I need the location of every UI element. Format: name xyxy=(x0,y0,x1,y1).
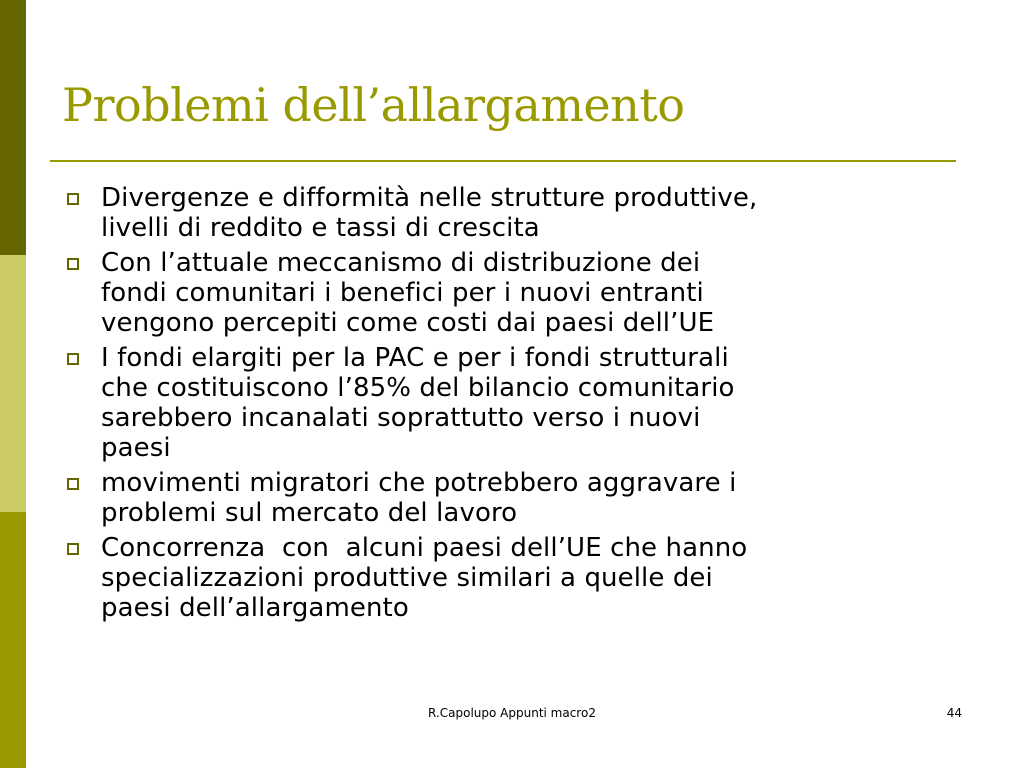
bullet-text: Con l’attuale meccanismo di distribuzione dei fondi comunitari i benefici per i nuovi entranti vengono percepiti come costi dai paesi dell’UE xyxy=(101,248,715,338)
bullet-text: movimenti migratori che potrebbero aggravare i problemi sul mercato del lavoro xyxy=(101,468,737,528)
bullet-text: Concorrenza con alcuni paesi dell’UE che hanno specializzazioni produttive similari a quelle dei paesi dell’allargamento xyxy=(101,533,748,623)
bullet-item xyxy=(64,183,974,243)
square-bullet-icon xyxy=(67,478,79,490)
slide-title: Problemi dell’allargamento xyxy=(62,78,685,132)
square-bullet-icon xyxy=(67,353,79,365)
side-bar-bottom xyxy=(0,512,26,768)
footer-text: R.Capolupo Appunti macro2 xyxy=(428,706,596,720)
side-bar-top xyxy=(0,0,26,255)
bullet-item xyxy=(64,248,974,338)
bullet-item xyxy=(64,343,974,463)
bullet-text: I fondi elargiti per la PAC e per i fondi strutturali che costituiscono l’85% del bilancio comunitario sarebbero incanalati soprattutto verso i nuovi paesi xyxy=(101,343,735,463)
bullet-item xyxy=(64,533,974,623)
square-bullet-icon xyxy=(67,543,79,555)
square-bullet-icon xyxy=(67,258,79,270)
bullet-list xyxy=(64,183,974,628)
page-number: 44 xyxy=(946,706,962,720)
title-underline xyxy=(50,160,956,162)
bullet-text: Divergenze e difformità nelle strutture produttive, livelli di reddito e tassi di crescita xyxy=(101,183,758,243)
side-bar-middle xyxy=(0,255,26,512)
bullet-item xyxy=(64,468,974,528)
square-bullet-icon xyxy=(67,193,79,205)
